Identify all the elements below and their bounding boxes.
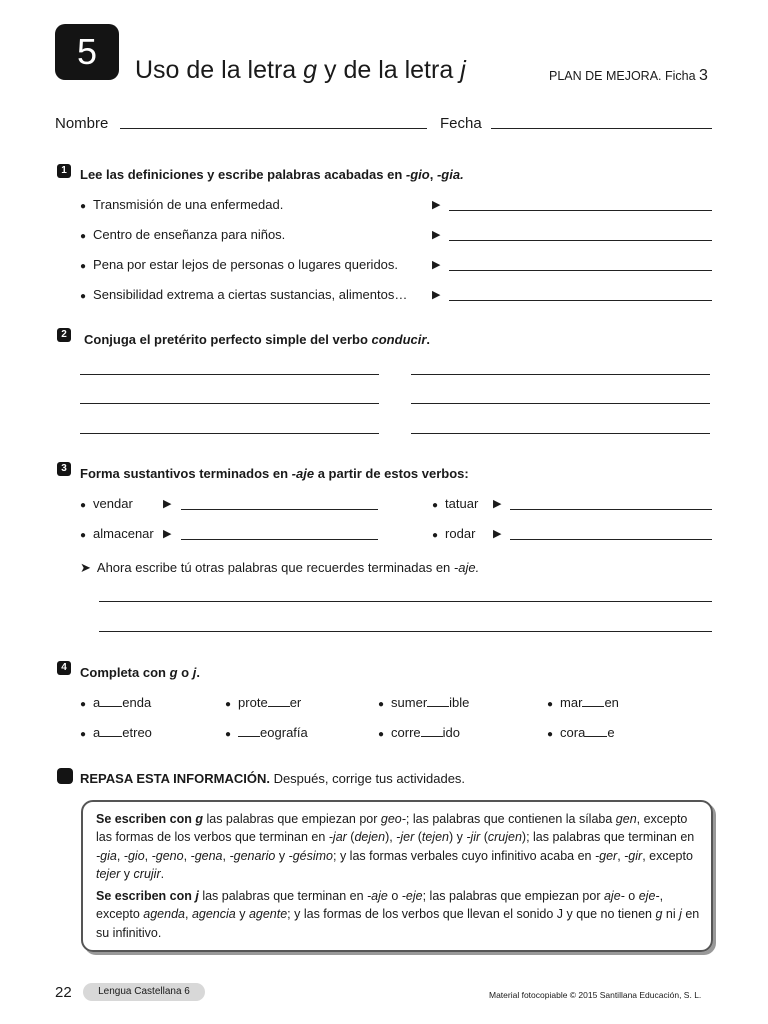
- info-text-run: ; y las formas de los verbos que llevan el sonido J y que no tienen: [287, 907, 656, 922]
- definition-text: Transmisión de una enfermedad.: [93, 197, 284, 212]
- definition-item: [80, 227, 285, 242]
- bullet: ●: [80, 699, 87, 710]
- answer-line[interactable]: [411, 374, 710, 375]
- copyright: Material fotocopiable © 2015 Santillana Educación, S. L.: [489, 990, 702, 1000]
- info-text-run: -geno: [151, 848, 184, 863]
- word-prefix: cora: [560, 725, 586, 740]
- bullet: ●: [80, 530, 87, 541]
- info-text-run: -gio: [123, 848, 145, 863]
- word-suffix: er: [289, 695, 302, 710]
- word-prefix: a: [93, 725, 101, 740]
- info-text-run: (: [480, 830, 488, 845]
- verb-item: [80, 496, 133, 511]
- date-label: Fecha: [440, 115, 482, 132]
- definition-item: [80, 197, 283, 212]
- exercise-3-followup: [80, 560, 479, 576]
- info-text-run: ; las palabras que contienen la sílaba: [405, 812, 616, 826]
- answer-line[interactable]: [449, 270, 712, 271]
- word-suffix: eografía: [260, 725, 308, 740]
- bullet: ●: [378, 699, 385, 710]
- fill-in-word: [378, 724, 460, 740]
- arrow-icon: ▶: [493, 528, 502, 540]
- arrow-icon: ▶: [163, 528, 172, 540]
- pointer-arrow-icon: ➤: [80, 560, 91, 575]
- date-field[interactable]: [491, 128, 712, 129]
- definition-item: [80, 287, 407, 302]
- answer-line[interactable]: [449, 300, 712, 301]
- bullet: ●: [80, 500, 87, 511]
- plan-label: [549, 67, 708, 85]
- bullet: ●: [432, 500, 439, 511]
- fill-in-word: [80, 694, 151, 710]
- exercise-2-badge: 2: [57, 328, 71, 342]
- suffix-gio: -gio: [405, 167, 430, 182]
- letter-j: j: [192, 665, 197, 680]
- definition-text: Sensibilidad extrema a ciertas sustancias, alimentos…: [93, 287, 408, 302]
- fill-in-word: [547, 694, 619, 710]
- verb-label: vendar: [93, 496, 133, 511]
- arrow-icon: ▶: [163, 498, 172, 510]
- info-text-run: ); las palabras que terminan en: [521, 830, 695, 845]
- info-text-run: , excepto las formas de los verbos que terminan en: [96, 812, 688, 845]
- word-prefix: mar: [560, 695, 583, 710]
- instruction-text: .: [196, 665, 200, 680]
- info-text-run: ,: [184, 907, 192, 922]
- info-text-run: tejer: [96, 866, 121, 881]
- followup-text: Ahora escribe tú otras palabras que recuerdes terminadas en: [96, 560, 454, 575]
- letter-g: g: [169, 665, 178, 680]
- info-text-run: ,: [116, 848, 124, 863]
- info-text-run: en su infinitivo.: [96, 907, 700, 940]
- bullet: ●: [80, 201, 87, 212]
- answer-line[interactable]: [510, 509, 712, 510]
- fill-in-word: [378, 694, 469, 710]
- word-prefix: sumer: [391, 695, 428, 710]
- verb-label: tatuar: [445, 496, 479, 511]
- info-text-run: gen: [615, 812, 637, 826]
- info-text-run: j: [679, 907, 682, 922]
- info-text-run: ,: [222, 848, 230, 863]
- answer-line[interactable]: [181, 509, 378, 510]
- info-text-run: agente: [248, 907, 288, 922]
- info-text-run: dejen: [354, 830, 386, 845]
- bullet: ●: [432, 530, 439, 541]
- info-text-run: j: [195, 889, 199, 903]
- info-text-run: agenda: [143, 907, 185, 922]
- info-text-run: o: [387, 889, 402, 903]
- letter-blank[interactable]: [238, 724, 260, 737]
- exercise-4-badge: 4: [57, 661, 71, 675]
- instruction-text: Completa con: [80, 665, 170, 680]
- plan-text: PLAN DE MEJORA. Ficha: [549, 69, 700, 83]
- info-text-run: ; las palabras que empiezan por: [422, 889, 604, 903]
- bullet: ●: [80, 291, 87, 302]
- info-text-run: aje-: [603, 889, 625, 903]
- info-text-run: g: [195, 812, 203, 826]
- info-text-run: ),: [385, 830, 397, 845]
- instruction-text: Lee las definiciones y escribe palabras acabadas en: [80, 167, 406, 182]
- separator: ,: [429, 167, 437, 182]
- info-text-run: , excepto: [642, 848, 693, 863]
- exercise-3-badge: 3: [57, 462, 71, 476]
- info-text-run: y: [120, 866, 134, 881]
- word-suffix: enda: [122, 695, 152, 710]
- answer-line[interactable]: [80, 403, 379, 404]
- answer-line[interactable]: [80, 433, 379, 434]
- info-text-run: ,: [183, 848, 191, 863]
- answer-line[interactable]: [449, 240, 712, 241]
- word-prefix: a: [93, 695, 101, 710]
- letter-blank[interactable]: [585, 724, 607, 737]
- info-text-run: ,: [617, 848, 625, 863]
- bullet: ●: [378, 729, 385, 740]
- name-field[interactable]: [120, 128, 427, 129]
- bullet: ●: [80, 261, 87, 272]
- name-label: Nombre: [55, 115, 109, 132]
- info-text-run: -eje: [401, 889, 423, 903]
- info-text-run: Se escriben con: [96, 889, 196, 903]
- info-text-run: ,: [144, 848, 152, 863]
- verb-item: [432, 526, 475, 541]
- answer-line[interactable]: [411, 433, 710, 434]
- definition-text: Pena por estar lejos de personas o lugares queridos.: [93, 257, 399, 272]
- letter-blank[interactable]: [268, 694, 290, 707]
- plan-number: 3: [699, 67, 708, 84]
- title-letter-j: j: [460, 56, 466, 84]
- unit-number-badge: 5: [55, 24, 119, 80]
- info-text-run: tejen: [421, 830, 449, 845]
- info-text-run: (: [346, 830, 355, 845]
- info-text-run: -jir: [466, 830, 481, 845]
- info-text-run: Se escriben con: [96, 812, 196, 826]
- review-badge: [57, 768, 73, 784]
- fill-in-word: [225, 724, 308, 740]
- letter-blank[interactable]: [421, 724, 443, 737]
- instruction-text: .: [426, 332, 431, 347]
- bullet: ●: [80, 729, 87, 740]
- info-text-run: (: [414, 830, 422, 845]
- arrow-icon: ▶: [432, 199, 441, 211]
- info-text-run: , excepto: [96, 889, 664, 922]
- info-text-run: -jar: [328, 830, 347, 845]
- letter-blank[interactable]: [100, 694, 122, 707]
- instruction-text: Conjuga el pretérito perfecto simple del verbo: [84, 332, 372, 347]
- exercise-3-instruction: [80, 466, 469, 481]
- info-text-run: o: [624, 889, 639, 903]
- arrow-icon: ▶: [493, 498, 502, 510]
- exercise-1-badge: 1: [57, 164, 71, 178]
- fill-in-word: [225, 694, 301, 710]
- info-paragraph-j: [96, 887, 700, 942]
- suffix-aje: -aje.: [453, 560, 480, 575]
- verb-item: [80, 526, 154, 541]
- review-instruction: [80, 771, 465, 786]
- verb-label: rodar: [445, 526, 476, 541]
- letter-blank[interactable]: [582, 694, 604, 707]
- word-suffix: e: [607, 725, 615, 740]
- arrow-icon: ▶: [432, 259, 441, 271]
- info-text-run: ni: [662, 907, 680, 922]
- title-letter-g: g: [303, 56, 318, 84]
- info-paragraph-g: [96, 810, 700, 883]
- info-text-run: ; y las formas verbales cuyo infinitivo acaba en: [333, 848, 595, 863]
- word-prefix: prote: [238, 695, 268, 710]
- page-title: [135, 56, 466, 85]
- instruction-text: Forma sustantivos terminados en: [80, 466, 292, 481]
- info-text-run: -jer: [396, 830, 415, 845]
- exercise-2-instruction: [84, 332, 430, 347]
- info-text-run: -ger: [594, 848, 618, 863]
- title-part: Uso de la letra: [135, 56, 304, 84]
- exercise-4-instruction: [80, 665, 200, 680]
- word-suffix: etreo: [122, 725, 152, 740]
- info-text-run: -gésimo: [288, 848, 334, 863]
- definition-item: [80, 257, 398, 272]
- info-text-run: geo-: [380, 812, 406, 826]
- info-text-run: -aje: [367, 889, 388, 903]
- instruction-text: o: [177, 665, 193, 680]
- definition-text: Centro de enseñanza para niños.: [93, 227, 286, 242]
- bullet: ●: [225, 729, 232, 740]
- verb-conducir: conducir: [371, 332, 427, 347]
- info-text-run: y: [275, 848, 289, 863]
- letter-blank[interactable]: [427, 694, 449, 707]
- answer-line[interactable]: [181, 539, 378, 540]
- title-part: y de la letra: [317, 56, 461, 84]
- bullet: ●: [547, 699, 554, 710]
- suffix-aje: -aje: [291, 466, 315, 481]
- page-number: 22: [55, 984, 72, 1001]
- info-text-run: crujen: [487, 830, 522, 845]
- book-title-tag: Lengua Castellana 6: [83, 983, 205, 1001]
- bullet: ●: [547, 729, 554, 740]
- info-text-run: g: [655, 907, 663, 922]
- verb-item: [432, 496, 478, 511]
- verb-label: almacenar: [93, 526, 154, 541]
- arrow-icon: ▶: [432, 229, 441, 241]
- answer-line[interactable]: [449, 210, 712, 211]
- answer-line[interactable]: [99, 631, 712, 632]
- letter-blank[interactable]: [100, 724, 122, 737]
- bullet: ●: [225, 699, 232, 710]
- arrow-icon: ▶: [432, 289, 441, 301]
- exercise-1-instruction: [80, 167, 464, 182]
- info-text-run: agencia: [191, 907, 236, 922]
- info-text-run: las palabras que empiezan por: [203, 812, 381, 826]
- info-text-run: -gena: [190, 848, 223, 863]
- info-text-run: .: [160, 866, 165, 881]
- review-heading: REPASA ESTA INFORMACIÓN.: [80, 771, 270, 786]
- answer-line[interactable]: [80, 374, 379, 375]
- fill-in-word: [80, 724, 152, 740]
- suffix-gia: -gia.: [436, 167, 464, 182]
- answer-line[interactable]: [510, 539, 712, 540]
- info-text-run: -genario: [229, 848, 276, 863]
- review-text: Después, corrige tus actividades.: [269, 771, 466, 786]
- info-text-run: eje-: [638, 889, 660, 903]
- bullet: ●: [80, 231, 87, 242]
- info-text-run: crujir: [133, 866, 161, 881]
- word-suffix: ido: [442, 725, 461, 740]
- word-suffix: en: [604, 695, 619, 710]
- info-text-run: -gia: [96, 848, 117, 863]
- info-text-run: -gir: [624, 848, 643, 863]
- word-prefix: corre: [391, 725, 421, 740]
- info-text-run: y: [235, 907, 249, 922]
- fill-in-word: [547, 724, 615, 740]
- instruction-text: a partir de estos verbos:: [314, 466, 469, 481]
- info-text-run: ) y: [448, 830, 467, 845]
- answer-line[interactable]: [411, 403, 710, 404]
- answer-line[interactable]: [99, 601, 712, 602]
- word-suffix: ible: [449, 695, 470, 710]
- info-text-run: las palabras que terminan en: [198, 889, 368, 903]
